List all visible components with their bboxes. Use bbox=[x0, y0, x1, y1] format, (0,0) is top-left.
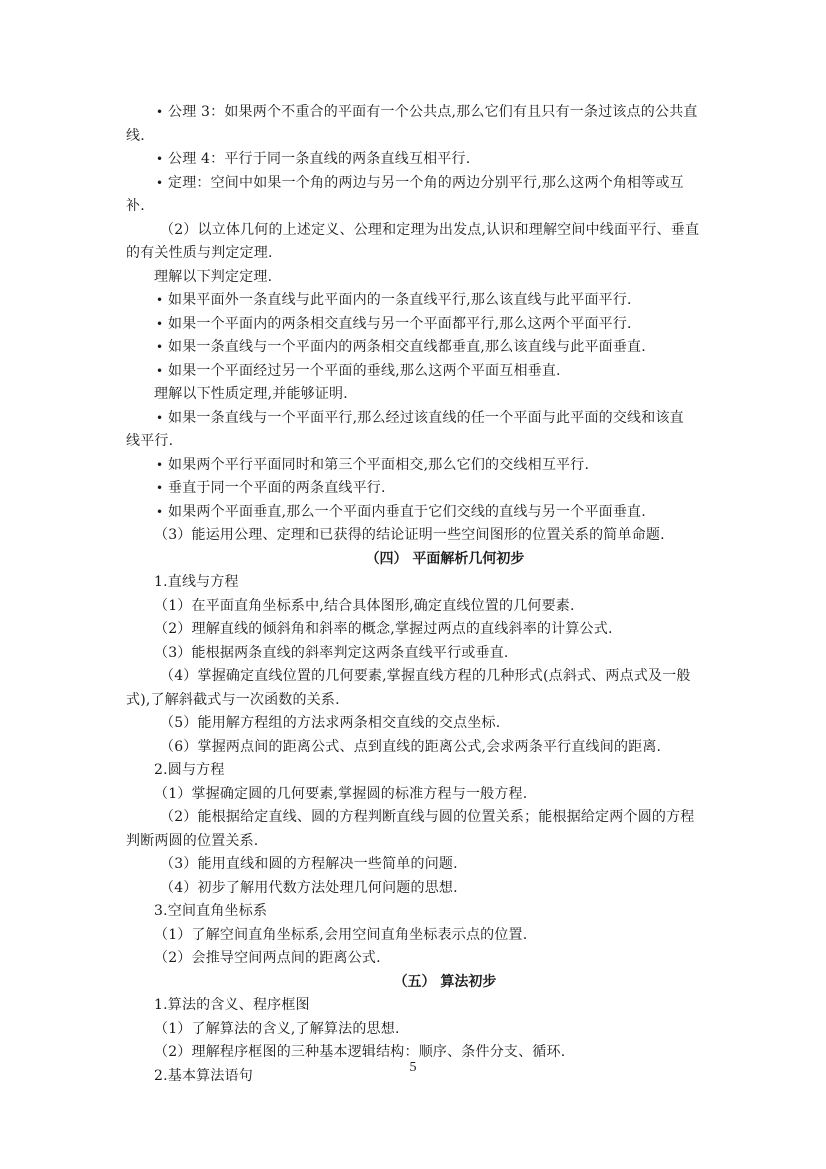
bullet-icon: • bbox=[156, 340, 164, 354]
property-theorem: • 如果两个平行平面同时和第三个平面相交,那么它们的交线相互平行. bbox=[126, 454, 704, 478]
property-theorem: • 如果一条直线与一个平面平行,那么经过该直线的任一个平面与此平面的交线和该直 bbox=[126, 407, 704, 431]
property-theorem: • 如果两个平面垂直,那么一个平面内垂直于它们交线的直线与另一个平面垂直. bbox=[126, 501, 704, 525]
list-item: （5）能用解方程组的方法求两条相交直线的交点坐标. bbox=[160, 715, 501, 731]
axiom-4: • 公理 4：平行于同一条直线的两条直线互相平行. bbox=[126, 148, 704, 172]
list-item: （2）理解直线的倾斜角和斜率的概念,掌握过两点的直线斜率的计算公式. bbox=[154, 621, 613, 637]
subsection-title: 2.基本算法语句 bbox=[154, 1067, 253, 1084]
list-item: （1）了解算法的含义,了解算法的思想. bbox=[154, 1020, 400, 1037]
list-item: （1）在平面直角坐标系中,结合具体图形,确定直线位置的几何要素. bbox=[154, 597, 575, 614]
angle-theorem-continued: 补. bbox=[126, 198, 145, 214]
list-item: （3）能用直线和圆的方程解决一些简单的问题. bbox=[160, 856, 458, 872]
section-5-heading: （五） 算法初步 bbox=[393, 973, 497, 990]
list-item: （2）会推导空间两点间的距离公式. bbox=[154, 950, 381, 966]
page-number: 5 bbox=[409, 1060, 417, 1075]
subsection-title: 3.空间直角坐标系 bbox=[154, 903, 268, 919]
bullet-icon: • bbox=[156, 152, 164, 166]
bullet-icon: • bbox=[156, 481, 164, 495]
judgement-theorem: • 如果平面外一条直线与此平面内的一条直线平行,那么该直线与此平面平行. bbox=[126, 289, 704, 313]
bullet-icon: • bbox=[156, 105, 164, 119]
bullet-icon: • bbox=[156, 293, 164, 307]
list-item: （6）掌握两点间的距离公式、点到直线的距离公式,会求两条平行直线间的距离. bbox=[160, 738, 662, 755]
list-item: （1）了解空间直角坐标系,会用空间直角坐标表示点的位置. bbox=[154, 926, 528, 943]
judgement-intro: 理解以下判定定理. bbox=[154, 268, 273, 285]
property-theorem: • 垂直于同一个平面的两条直线平行. bbox=[126, 477, 704, 501]
bullet-icon: • bbox=[156, 504, 164, 519]
section-4-heading: （四） 平面解析几何初步 bbox=[365, 550, 525, 567]
angle-theorem: • 定理：空间中如果一个角的两边与另一个角的两边分别平行,那么这两个角相等或互 bbox=[126, 172, 704, 196]
bullet-icon: • bbox=[156, 457, 164, 472]
judgement-theorem: • 如果一条直线与一个平面内的两条相交直线都垂直,那么该直线与此平面垂直. bbox=[126, 336, 704, 360]
property-intro: 理解以下性质定理,并能够证明. bbox=[154, 386, 348, 402]
property-theorem-continued: 线平行. bbox=[126, 433, 174, 449]
item-2-continued: 的有关性质与判定定理. bbox=[126, 245, 273, 261]
subsection-title: 1.算法的含义、程序框图 bbox=[154, 997, 310, 1013]
axiom-3: • 公理 3：如果两个不重合的平面有一个公共点,那么它们有且只有一条过该点的公共直 bbox=[126, 101, 704, 125]
item-2-paragraph: （2）以立体几何的上述定义、公理和定理为出发点,认识和理解空间中线面平行、垂直 bbox=[160, 221, 700, 238]
subsection-title: 1.直线与方程 bbox=[154, 574, 239, 590]
list-item-continued: 判断两圆的位置关系. bbox=[126, 832, 259, 849]
bullet-icon: • bbox=[156, 363, 164, 378]
list-item: （4）初步了解用代数方法处理几何问题的思想. bbox=[160, 879, 458, 896]
subsection-title: 2.圆与方程 bbox=[154, 762, 225, 778]
list-item-continued: 式),了解斜截式与一次函数的关系. bbox=[126, 691, 340, 708]
item-3-paragraph: （3）能运用公理、定理和已获得的结论证明一些空间图形的位置关系的简单命题. bbox=[154, 527, 665, 543]
list-item: （4）掌握确定直线位置的几何要素,掌握直线方程的几种形式(点斜式、两点式及一般 bbox=[160, 668, 691, 684]
axiom-3-continued: 线. bbox=[126, 127, 145, 144]
list-item: （3）能根据两条直线的斜率判定这两条直线平行或垂直. bbox=[154, 644, 509, 661]
document-page bbox=[126, 101, 704, 1088]
list-item: （1）掌握确定圆的几何要素,掌握圆的标准方程与一般方程. bbox=[154, 785, 528, 802]
bullet-icon: • bbox=[156, 316, 164, 331]
list-item: （2）能根据给定直线、圆的方程判断直线与圆的位置关系；能根据给定两个圆的方程 bbox=[160, 809, 695, 825]
bullet-icon: • bbox=[156, 175, 164, 190]
list-item: （2）理解程序框图的三种基本逻辑结构：顺序、条件分支、循环. bbox=[154, 1044, 566, 1060]
bullet-icon: • bbox=[156, 410, 164, 425]
judgement-theorem: • 如果一个平面内的两条相交直线与另一个平面都平行,那么这两个平面平行. bbox=[126, 313, 704, 337]
judgement-theorem: • 如果一个平面经过另一个平面的垂线,那么这两个平面互相垂直. bbox=[126, 360, 704, 384]
